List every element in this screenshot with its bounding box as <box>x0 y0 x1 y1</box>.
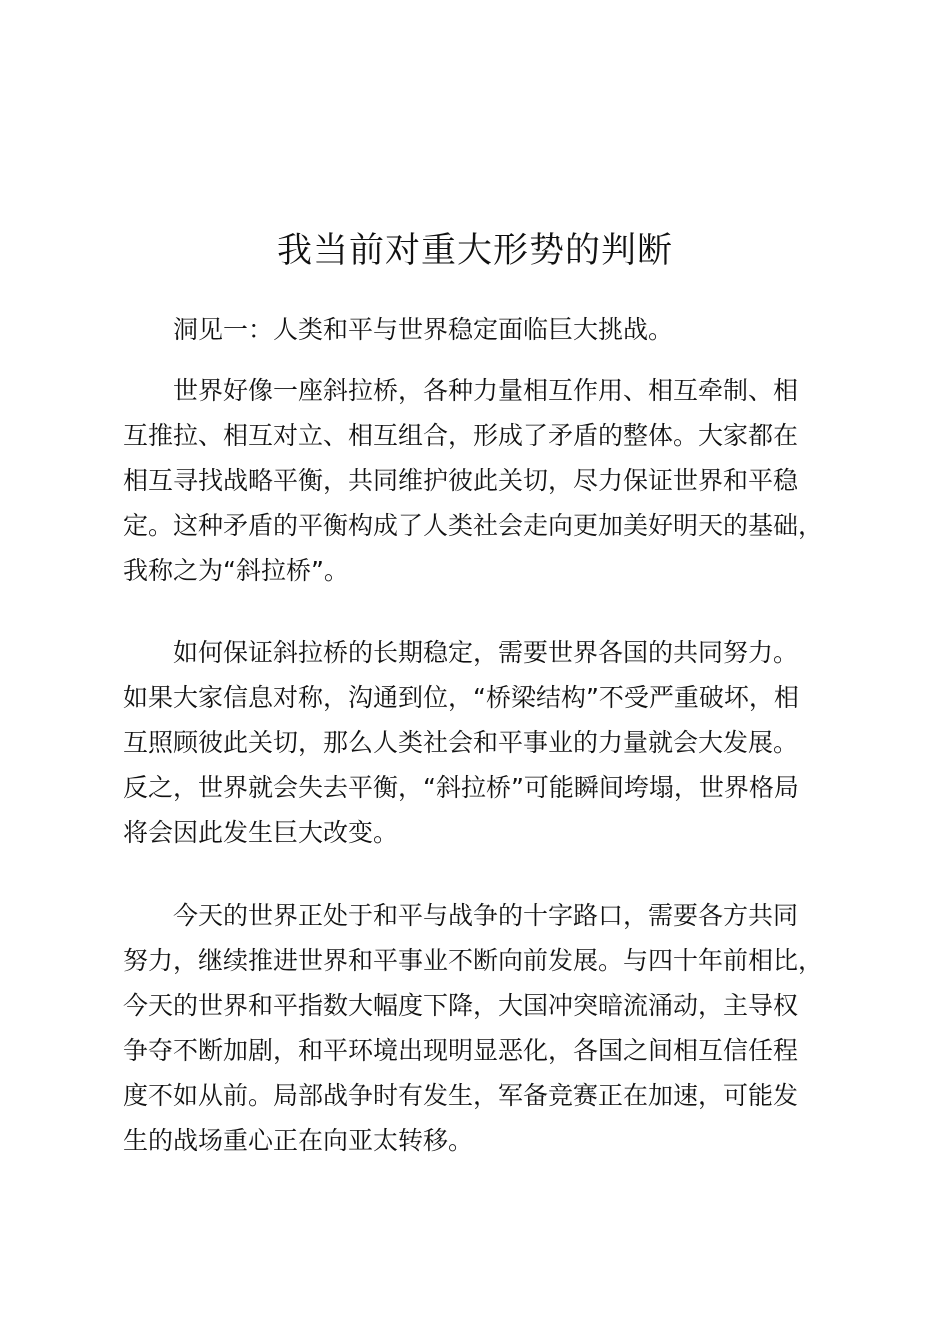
paragraph-line: 反之，世界就会失去平衡，“斜拉桥”可能瞬间垮塌，世界格局 <box>123 773 799 802</box>
paragraph-line: 互照顾彼此关切，那么人类社会和平事业的力量就会大发展。 <box>123 728 799 757</box>
paragraph-line: 我称之为“斜拉桥”。 <box>123 556 349 585</box>
paragraph-line: 世界好像一座斜拉桥，各种力量相互作用、相互牵制、相 <box>173 376 799 405</box>
paragraph-line: 洞见一：人类和平与世界稳定面临巨大挑战。 <box>173 315 674 344</box>
paragraph-line: 今天的世界和平指数大幅度下降，大国冲突暗流涌动，主导权 <box>123 991 799 1020</box>
paragraph-line: 今天的世界正处于和平与战争的十字路口，需要各方共同 <box>173 901 799 930</box>
paragraph-crossroads <box>123 893 883 1163</box>
paragraph-line: 如果大家信息对称，沟通到位，“桥梁结构”不受严重破坏，相 <box>123 683 799 712</box>
paragraph-cable-bridge <box>123 368 883 593</box>
paragraph-line: 定。这种矛盾的平衡构成了人类社会走向更加美好明天的基础， <box>123 511 824 540</box>
paragraph-bridge-stability <box>123 630 883 855</box>
paragraph-line: 生的战场重心正在向亚太转移。 <box>123 1126 474 1155</box>
document-title: 我当前对重大形势的判断 <box>276 231 673 271</box>
paragraph-line: 相互寻找战略平衡，共同维护彼此关切，尽力保证世界和平稳 <box>123 466 799 495</box>
paragraph-line: 度不如从前。局部战争时有发生，军备竞赛正在加速，可能发 <box>123 1081 799 1110</box>
paragraph-line: 将会因此发生巨大改变。 <box>123 818 399 847</box>
paragraph-line: 互推拉、相互对立、相互组合，形成了矛盾的整体。大家都在 <box>123 421 799 450</box>
paragraph-line: 努力，继续推进世界和平事业不断向前发展。与四十年前相比， <box>123 946 824 975</box>
paragraph-line: 争夺不断加剧，和平环境出现明显恶化，各国之间相互信任程 <box>123 1036 799 1065</box>
paragraph-line: 如何保证斜拉桥的长期稳定，需要世界各国的共同努力。 <box>173 638 799 667</box>
paragraph-insight-heading <box>123 307 883 352</box>
